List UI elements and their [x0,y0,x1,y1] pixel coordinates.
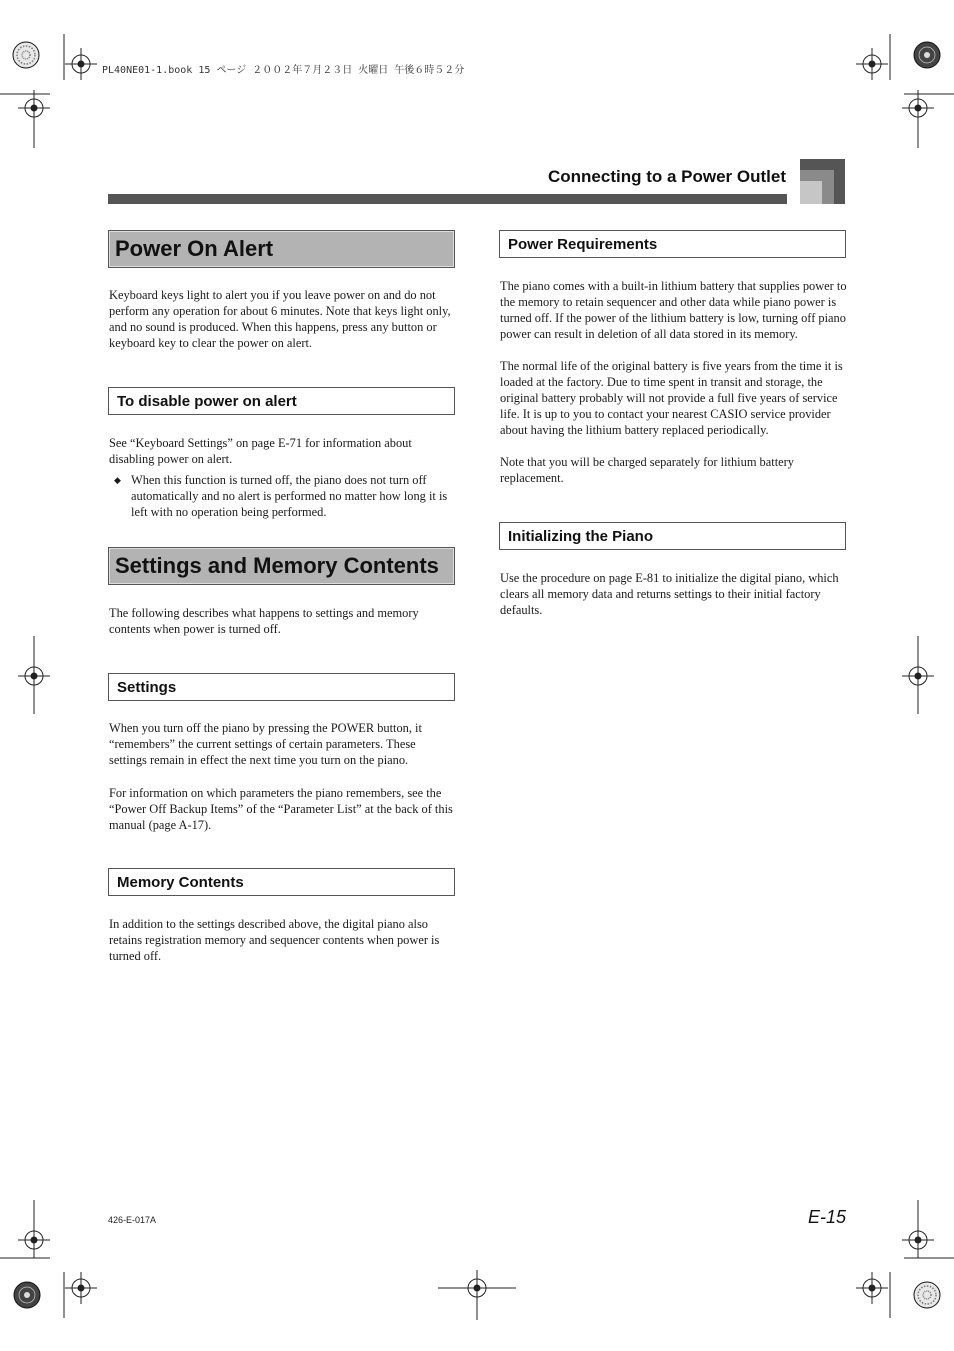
power-requirements-text-3: Note that you will be charged separately for lithium battery replacement. [500,455,794,486]
memory-contents-text: In addition to the settings described above, the digital piano also retains registration memory and sequencer contents when power is turned off. [109,917,440,964]
power-requirements-text-2: The normal life of the original battery is five years from the time it is loaded at the factory. Due to time spent in transit and storage, the original battery probably will not provide a full five years of service life. It is up to you to contact your nearest CASIO service provider about having the lithium battery replaced periodically. [500,359,843,438]
header-rule [108,194,787,204]
initializing-text: Use the procedure on page E-81 to initialize the digital piano, which clears all memory data and returns settings to their initial factory defaults. [500,571,839,618]
settings-text-2: For information on which parameters the piano remembers, see the “Power Off Backup Items” of the “Parameter List” at the back of this manual (page A-17). [109,786,453,833]
bullet-text: When this function is turned off, the piano does not turn off automatically and no alert is performed no matter how long it is left with no operation being performed. [131,473,448,520]
power-on-alert-text: Keyboard keys light to alert you if you leave power on and do not perform any operation for about 6 minutes. Note that keys light only, and no sound is produced. When this happens, press any button or keyboard key to clear the power on alert. [109,288,451,351]
bullet-item [109,472,456,520]
page-header-title: Connecting to a Power Outlet [547,167,786,186]
subsection-title-power-requirements: Power Requirements [499,230,846,258]
page-number: E-15 [807,1207,846,1227]
settings-text-1: When you turn off the piano by pressing the POWER button, it “remembers” the current settings of certain parameters. These settings remain in effect the next time you turn on the piano. [109,721,422,768]
subsection-title-disable-alert: To disable power on alert [108,387,455,415]
section-title-settings-memory: Settings and Memory Contents [108,547,455,585]
print-info: PL40NE01-1.book 15 ページ ２００２年７月２３日 火曜日 午後６時５２分 [102,65,465,76]
section-title-power-on-alert: Power On Alert [108,230,455,268]
bullet-icon: ◆ [114,475,121,485]
disable-alert-text: See “Keyboard Settings” on page E-71 for information about disabling power on alert. [109,436,412,467]
corner-tab [800,159,845,204]
power-requirements-text-1: The piano comes with a built-in lithium battery that supplies power to the memory to retain sequencer and other data while piano power is turned off. If the power of the lithium battery is low, turning off piano power can result in deletion of all data stored in its memory. [500,279,847,342]
subsection-title-settings: Settings [108,673,455,701]
subsection-title-initializing: Initializing the Piano [499,522,846,550]
footer-code: 426-E-017A [108,1215,157,1225]
subsection-title-memory-contents: Memory Contents [108,868,455,896]
settings-memory-text: The following describes what happens to settings and memory contents when power is turned off. [109,606,419,637]
